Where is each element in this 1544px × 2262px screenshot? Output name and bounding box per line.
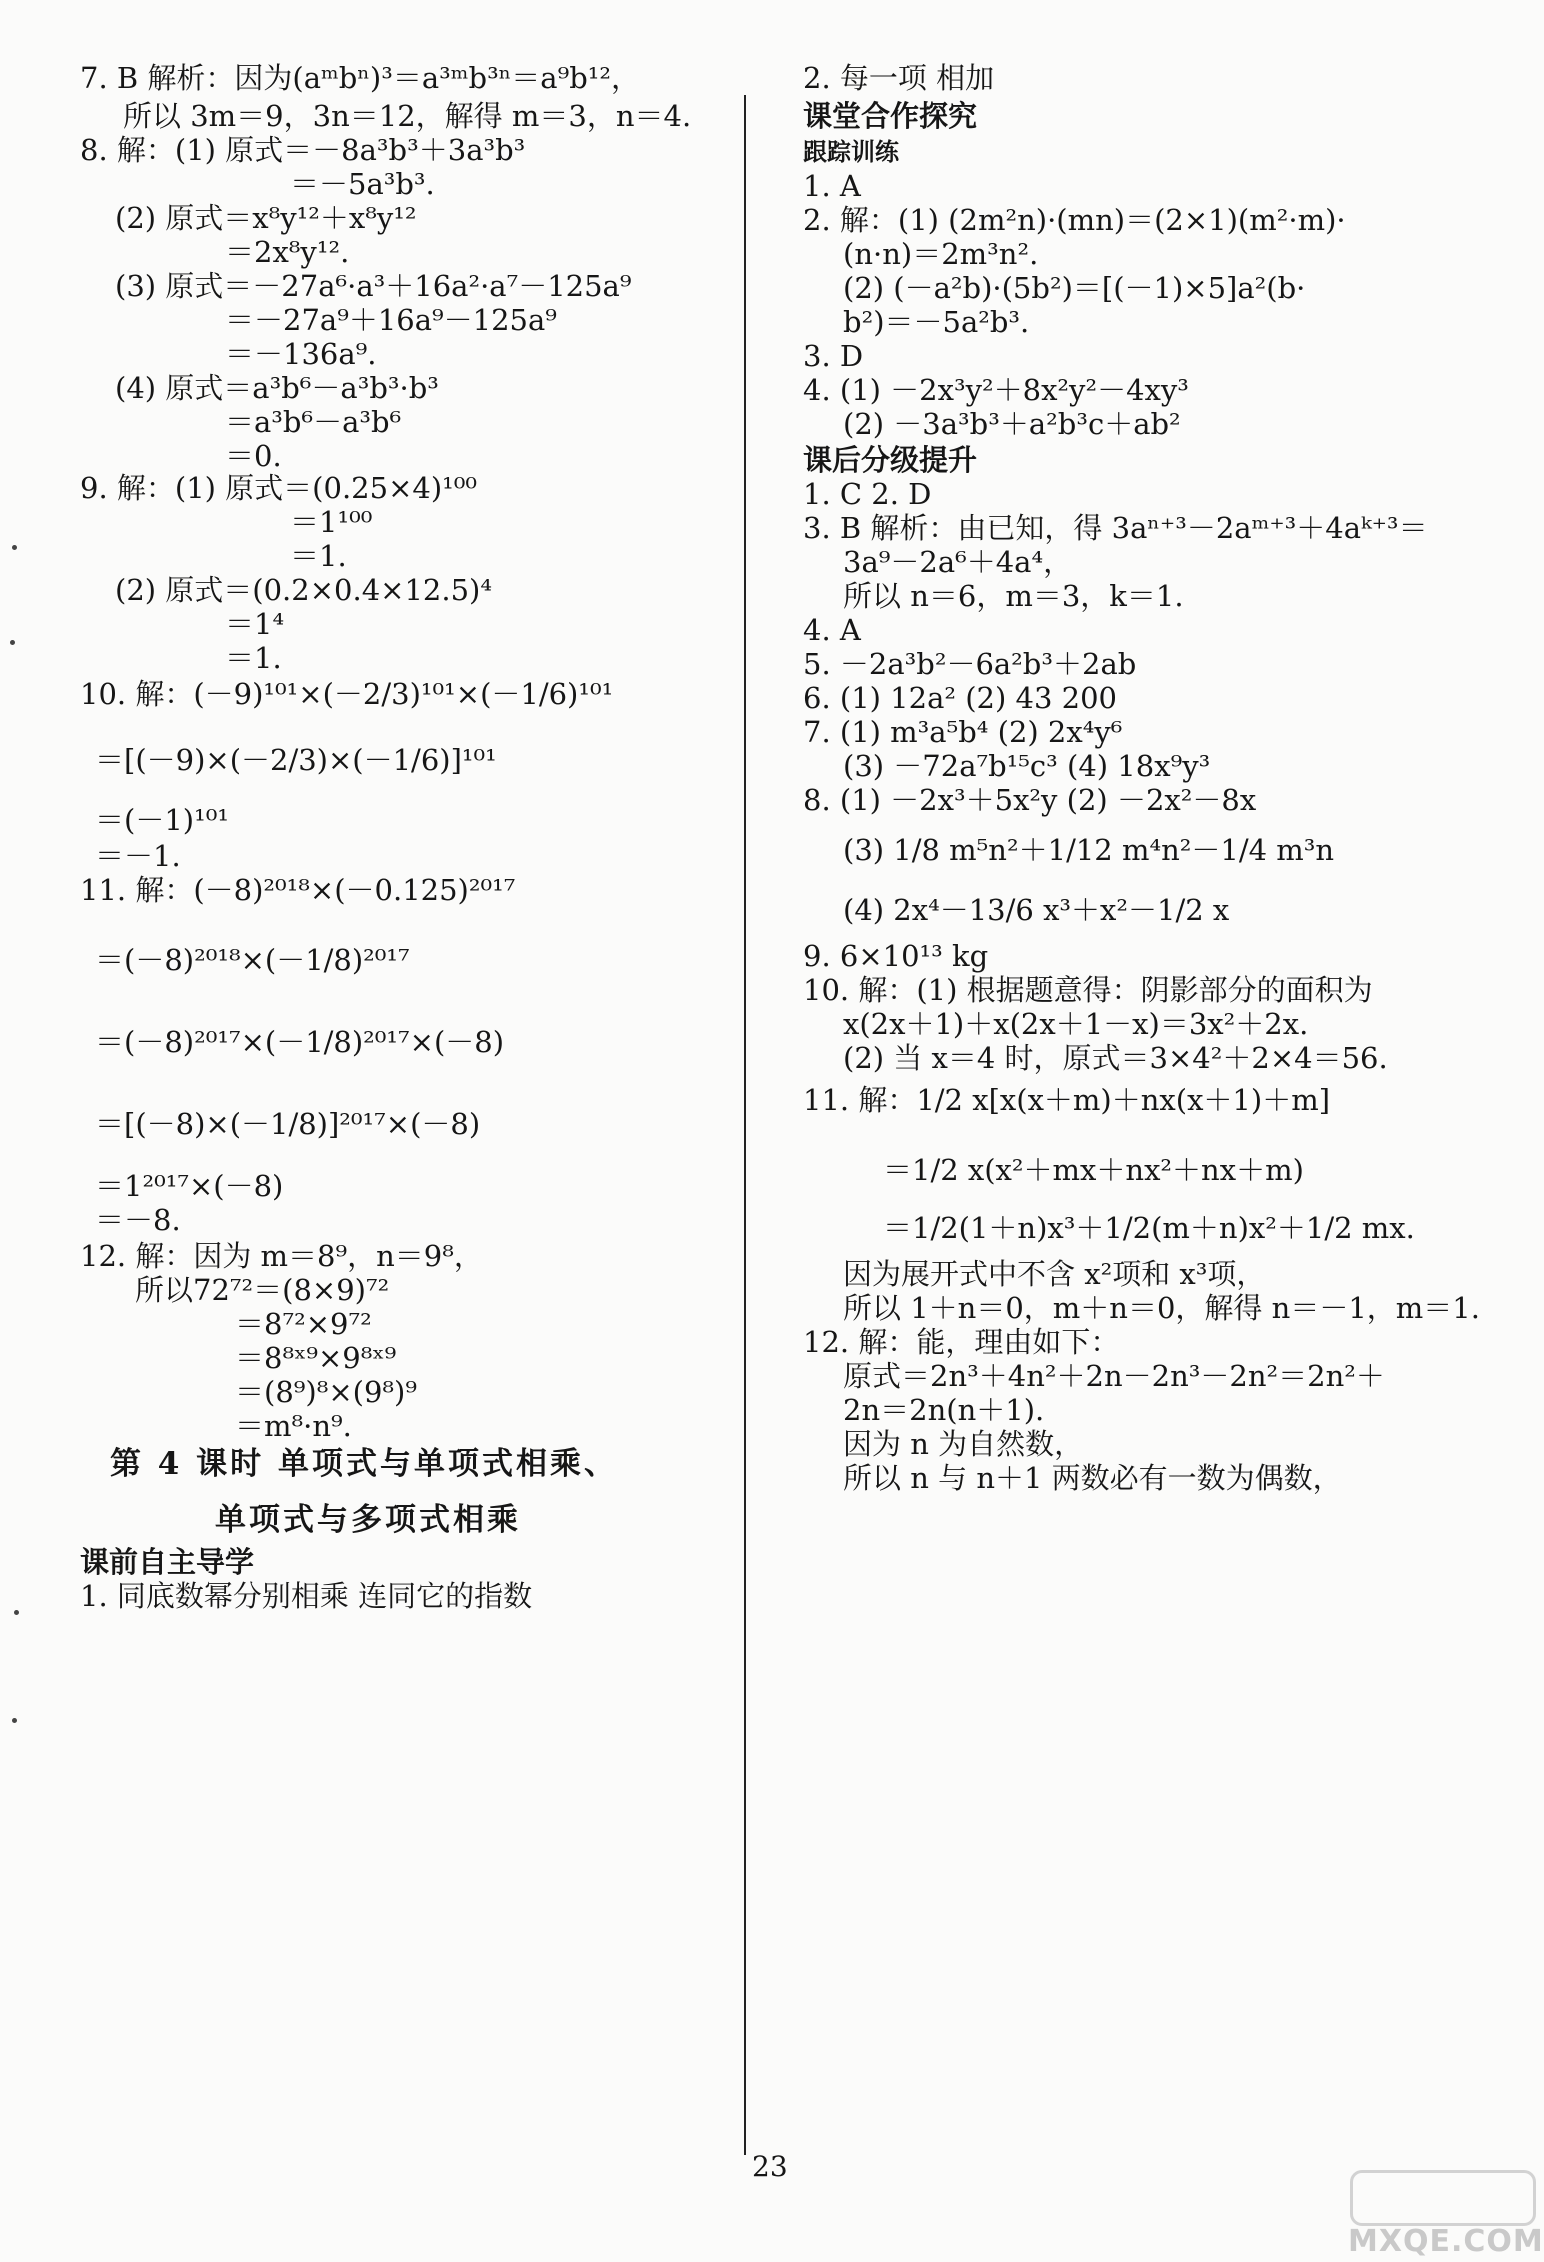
line: ＝－27a⁹＋16a⁹－125a⁹ — [225, 303, 557, 337]
line: ＝1. — [290, 539, 347, 573]
line: 所以 n 与 n＋1 两数必有一数为偶数， — [843, 1461, 1342, 1495]
line: 1. 同底数幂分别相乘 连同它的指数 — [80, 1579, 533, 1613]
line: ＝8⁸ˣ⁹×9⁸ˣ⁹ — [235, 1341, 397, 1375]
scan-dot — [14, 1610, 19, 1615]
line: 3a⁹－2a⁶＋4a⁴， — [843, 545, 1073, 579]
line: ＝－136a⁹. — [225, 337, 377, 371]
line: 2. 每一项 相加 — [803, 61, 995, 95]
line: (3) －72a⁷b¹⁵c³ (4) 18x⁹y³ — [843, 749, 1211, 783]
line: ＝2x⁸y¹². — [225, 235, 350, 269]
line: 11. 解：1/2 x[x(x＋m)＋nx(x＋1)＋m] — [803, 1083, 1331, 1117]
line: ＝1. — [225, 641, 282, 675]
line: 1. C 2. D — [803, 477, 932, 511]
line: (2) 原式＝x⁸y¹²＋x⁸y¹² — [115, 201, 417, 235]
line: 10. 解：(－9)¹⁰¹×(－2/3)¹⁰¹×(－1/6)¹⁰¹ — [80, 677, 614, 711]
line: 所以 3m＝9，3n＝12，解得 m＝3，n＝4. — [123, 99, 692, 133]
line: (3) 原式＝－27a⁶·a³＋16a²·a⁷－125a⁹ — [115, 269, 632, 303]
section-heading: 课堂合作探究 — [803, 99, 978, 133]
line: ＝1¹⁰⁰ — [290, 505, 373, 539]
line: 4. (1) －2x³y²＋8x²y²－4xy³ — [803, 373, 1189, 407]
line: 2. 解：(1) (2m²n)·(mn)＝(2×1)(m²·m)· — [803, 203, 1346, 237]
line: (4) 2x⁴－13/6 x³＋x²－1/2 x — [843, 893, 1230, 927]
line: ＝(－1)¹⁰¹ — [95, 803, 229, 837]
line: 3. D — [803, 339, 864, 373]
line: 6. (1) 12a² (2) 43 200 — [803, 681, 1117, 715]
line: (2) (－a²b)·(5b²)＝[(－1)×5]a²(b· — [843, 271, 1306, 305]
line: ＝(8⁹)⁸×(9⁸)⁹ — [235, 1375, 417, 1409]
scan-dot — [12, 1718, 17, 1723]
line: ＝－1. — [95, 839, 181, 873]
section-heading: 课前自主导学 — [80, 1545, 255, 1579]
line: 所以72⁷²＝(8×9)⁷² — [135, 1273, 390, 1307]
line: 10. 解：(1) 根据题意得：阴影部分的面积为 — [803, 973, 1373, 1007]
line: ＝m⁸·n⁹. — [235, 1409, 352, 1443]
line: (4) 原式＝a³b⁶－a³b³·b³ — [115, 371, 439, 405]
line: ＝1/2 x(x²＋mx＋nx²＋nx＋m) — [883, 1153, 1304, 1187]
watermark-site: MXQE.COM — [1348, 2224, 1544, 2259]
line: 所以 1＋n＝0，m＋n＝0，解得 n＝－1，m＝1. — [843, 1291, 1480, 1325]
line: ＝(－8)²⁰¹⁸×(－1/8)²⁰¹⁷ — [95, 943, 410, 977]
line: ＝1⁴ — [225, 607, 285, 641]
section-heading: 课后分级提升 — [803, 443, 978, 477]
line: 8. 解：(1) 原式＝－8a³b³＋3a³b³ — [80, 133, 526, 167]
line: ＝0. — [225, 439, 282, 473]
subsection-heading: 跟踪训练 — [803, 137, 899, 166]
line: 因为展开式中不含 x²项和 x³项， — [843, 1257, 1266, 1291]
line: 9. 解：(1) 原式＝(0.25×4)¹⁰⁰ — [80, 471, 478, 505]
line: 12. 解：因为 m＝8⁹，n＝9⁸， — [80, 1239, 483, 1273]
line: ＝1²⁰¹⁷×(－8) — [95, 1169, 284, 1203]
line: ＝1/2(1＋n)x³＋1/2(m＋n)x²＋1/2 mx. — [883, 1211, 1415, 1245]
line: 2n＝2n(n＋1). — [843, 1393, 1045, 1427]
line: 3. B 解析：由已知，得 3aⁿ⁺³－2aᵐ⁺³＋4aᵏ⁺³＝ — [803, 511, 1428, 545]
scan-dot — [10, 640, 15, 645]
line: 9. 6×10¹³ kg — [803, 939, 989, 973]
line: ＝8⁷²×9⁷² — [235, 1307, 372, 1341]
line: 所以 n＝6，m＝3，k＝1. — [843, 579, 1184, 613]
line: 7. B 解析：因为(aᵐbⁿ)³＝a³ᵐb³ⁿ＝a⁹b¹²， — [80, 61, 641, 95]
section-title: 第 4 课时 单项式与单项式相乘、 — [110, 1446, 618, 1482]
line: ＝(－8)²⁰¹⁷×(－1/8)²⁰¹⁷×(－8) — [95, 1025, 505, 1059]
scan-dot — [12, 545, 17, 550]
line: ＝－8. — [95, 1203, 181, 1237]
line: 4. A — [803, 613, 861, 647]
watermark-logo-icon — [1350, 2170, 1536, 2226]
column-divider — [744, 95, 746, 2155]
line: b²)＝－5a²b³. — [843, 305, 1030, 339]
page-number: 23 — [752, 2150, 788, 2183]
line: (2) －3a³b³＋a²b³c＋ab² — [843, 407, 1181, 441]
line: 1. A — [803, 169, 861, 203]
line: ＝[(－9)×(－2/3)×(－1/6)]¹⁰¹ — [95, 743, 497, 777]
line: (2) 当 x＝4 时，原式＝3×4²＋2×4＝56. — [843, 1041, 1388, 1075]
line: ＝[(－8)×(－1/8)]²⁰¹⁷×(－8) — [95, 1107, 481, 1141]
section-title: 单项式与多项式相乘 — [215, 1502, 521, 1538]
line: 5. －2a³b²－6a²b³＋2ab — [803, 647, 1137, 681]
line: ＝－5a³b³. — [290, 167, 435, 201]
line: (3) 1/8 m⁵n²＋1/12 m⁴n²－1/4 m³n — [843, 833, 1335, 867]
line: (n·n)＝2m³n². — [843, 237, 1039, 271]
line: 原式＝2n³＋4n²＋2n－2n³－2n²＝2n²＋ — [843, 1359, 1385, 1393]
line: (2) 原式＝(0.2×0.4×12.5)⁴ — [115, 573, 492, 607]
line: 7. (1) m³a⁵b⁴ (2) 2x⁴y⁶ — [803, 715, 1123, 749]
line: x(2x＋1)＋x(2x＋1－x)＝3x²＋2x. — [843, 1007, 1309, 1041]
watermark — [1340, 2170, 1544, 2259]
line: ＝a³b⁶－a³b⁶ — [225, 405, 402, 439]
line: 因为 n 为自然数， — [843, 1427, 1084, 1461]
line: 8. (1) －2x³＋5x²y (2) －2x²－8x — [803, 783, 1257, 817]
line: 11. 解：(－8)²⁰¹⁸×(－0.125)²⁰¹⁷ — [80, 873, 516, 907]
line: 12. 解：能，理由如下： — [803, 1325, 1120, 1359]
